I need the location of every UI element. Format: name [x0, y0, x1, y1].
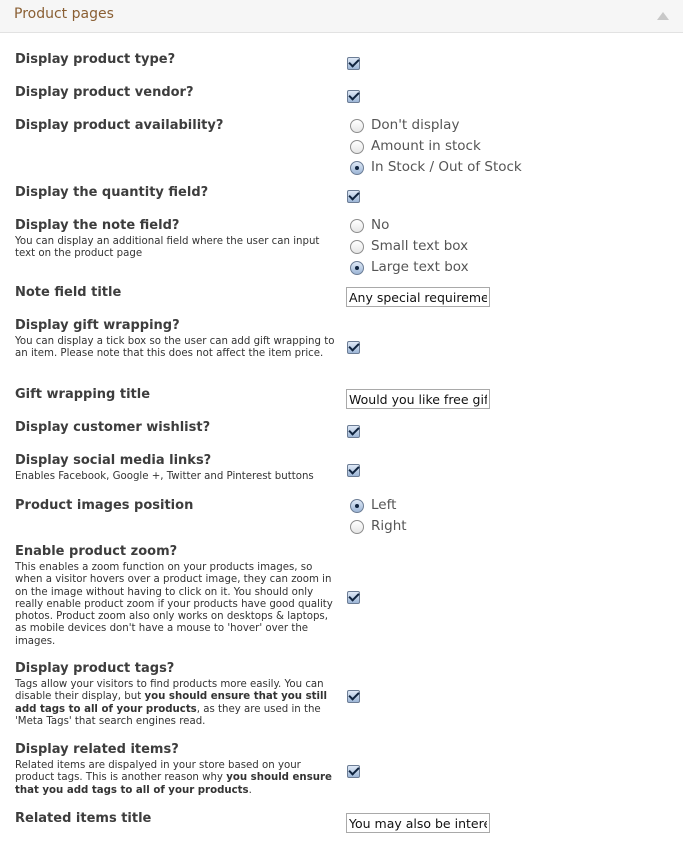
chevron-up-icon[interactable]: [657, 12, 669, 20]
related-title-input[interactable]: [346, 813, 490, 833]
related-title-label: Related items title: [15, 811, 152, 826]
related-label: Display related items?: [15, 742, 179, 757]
gift-wrapping-label: Display gift wrapping?: [15, 318, 180, 333]
product-vendor-checkbox[interactable]: [347, 90, 360, 103]
images-position-option-label: Right: [371, 518, 407, 534]
availability-option-label: Amount in stock: [371, 138, 481, 154]
note-option-label: Large text box: [371, 259, 469, 275]
tags-description: Tags allow your visitors to find products more easily. You can disable their display, but you should ensure that you still add tags to all of your products, as they are used in the 'Meta Tags' that search engines read.: [15, 679, 327, 727]
images-position-label: Product images position: [15, 498, 194, 513]
quantity-label: Display the quantity field?: [15, 185, 209, 200]
product-type-checkbox[interactable]: [347, 57, 360, 70]
images-position-option-label: Left: [371, 497, 397, 513]
quantity-checkbox[interactable]: [347, 190, 360, 203]
radio-button-selected[interactable]: [350, 161, 364, 175]
availability-option-label: Don't display: [371, 117, 460, 133]
related-description: Related items are dispalyed in your store based on your product tags. This is another reason why you should ensure that you add tags to all of your products.: [15, 760, 332, 796]
wishlist-checkbox[interactable]: [347, 425, 360, 438]
availability-label: Display product availability?: [15, 118, 224, 133]
social-checkbox[interactable]: [347, 464, 360, 477]
gift-wrapping-description: You can display a tick box so the user can add gift wrapping to an item. Please note that this does not affect the item price.: [15, 336, 335, 360]
product-type-label: Display product type?: [15, 52, 176, 67]
tags-checkbox[interactable]: [347, 690, 360, 703]
related-checkbox[interactable]: [347, 765, 360, 778]
zoom-description: This enables a zoom function on your products images, so when a visitor hovers over a product image, they can zoom in on the image without having to click on it. You should only really enable product zoom if your products have good quality photos. Product zoom also only works on desktops & laptops, as mobile devices don't have a mouse to 'hover' over the images.: [15, 562, 333, 647]
radio-button[interactable]: [350, 119, 364, 133]
social-description: Enables Facebook, Google +, Twitter and Pinterest buttons: [15, 471, 314, 482]
radio-button[interactable]: [350, 520, 364, 534]
note-option-label: Small text box: [371, 238, 469, 254]
tags-label: Display product tags?: [15, 661, 175, 676]
wishlist-label: Display customer wishlist?: [15, 420, 211, 435]
availability-option-label: In Stock / Out of Stock: [371, 159, 522, 175]
social-label: Display social media links?: [15, 453, 212, 468]
radio-button[interactable]: [350, 140, 364, 154]
note-option-label: No: [371, 217, 390, 233]
zoom-label: Enable product zoom?: [15, 544, 178, 559]
note-title-label: Note field title: [15, 285, 122, 300]
panel-title: Product pages: [14, 6, 114, 22]
radio-button-selected[interactable]: [350, 261, 364, 275]
note-field-label: Display the note field?: [15, 218, 180, 233]
product-vendor-label: Display product vendor?: [15, 85, 194, 100]
panel-header[interactable]: [0, 0, 683, 33]
radio-button[interactable]: [350, 219, 364, 233]
note-title-input[interactable]: [346, 287, 490, 307]
gift-title-input[interactable]: [346, 389, 490, 409]
note-field-description: You can display an additional field where the user can input text on the product page: [15, 236, 320, 260]
zoom-checkbox[interactable]: [347, 591, 360, 604]
radio-button[interactable]: [350, 240, 364, 254]
radio-button-selected[interactable]: [350, 499, 364, 513]
gift-title-label: Gift wrapping title: [15, 387, 151, 402]
gift-wrapping-checkbox[interactable]: [347, 341, 360, 354]
